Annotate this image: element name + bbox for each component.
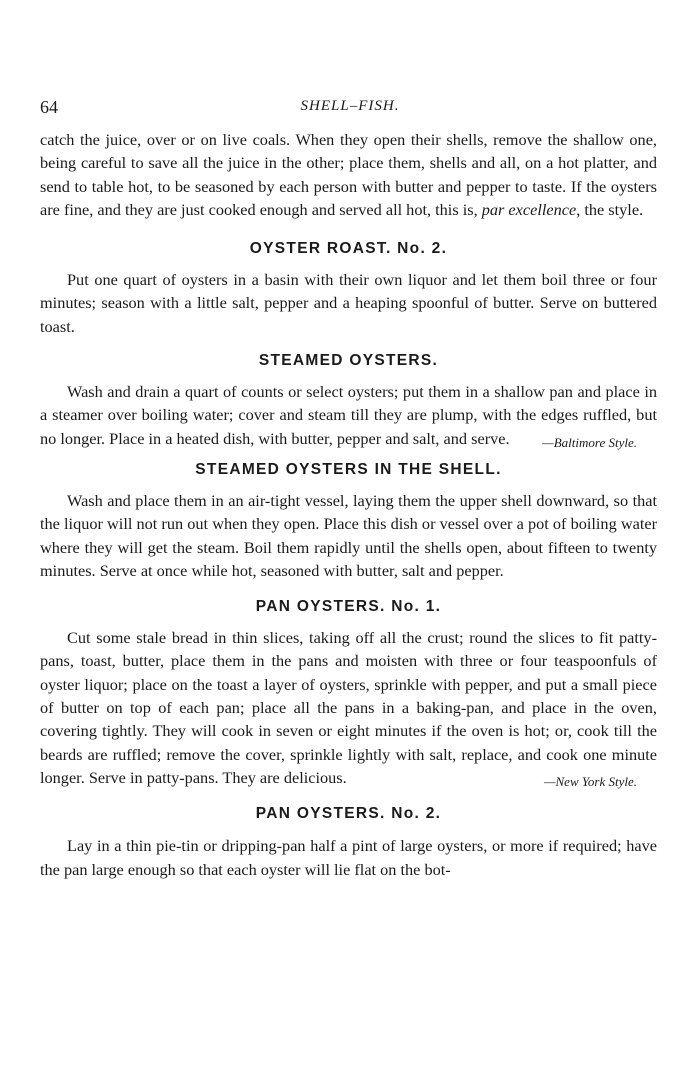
recipe-text: Wash and drain a quart of counts or select oysters; put them in a shallow pan and place in a steamer over boiling water; cover and steam till they are plump, with the edges ruffled, but no longer. Place in a heated dish, with butter, pepper and salt, and serve.: [40, 382, 657, 448]
recipe-title-steamed-oysters: STEAMED OYSTERS.: [258, 352, 439, 370]
recipe-body-steamed-oysters: [40, 380, 657, 450]
continued-paragraph: [40, 128, 657, 221]
page-header: [40, 97, 660, 123]
recipe-text: Cut some stale bread in thin slices, taking off all the crust; round the slices to fit patty-pans, toast, butter, place them in the pans and moisten with three or four teaspoonfuls of oyster liquor; place on the toast a layer of oysters, sprinkle with pepper, and put a small piece of butter on top of each pan; place all the pans in a baking-pan, and place in the oven, covering tightly. They will cook in seven or eight minutes if the oven is hot; or, cook till the beards are ruffled; remove the cover, sprinkle lightly with salt, replace, and cook one minute longer. Serve in patty-pans. They are delicious.: [40, 628, 657, 787]
recipe-body-oyster-roast-2: Put one quart of oysters in a basin with their own liquor and let them boil three or four minutes; season with a little salt, pepper and a heaping spoonful of butter. Serve on buttered toast.: [40, 270, 657, 336]
recipe-style-attribution: —Baltimore Style.: [542, 434, 637, 450]
page-content: [40, 128, 657, 881]
recipe-title-oyster-roast-2: OYSTER ROAST. No. 2.: [249, 240, 448, 258]
recipe-body-pan-oysters-2: Lay in a thin pie-tin or dripping-pan half a pint of large oysters, or more if required; have the pan large enough so that each oyster will lie flat on the bot-: [40, 836, 657, 879]
page-number: 64: [40, 97, 58, 117]
recipe-body-pan-oysters-1: [40, 626, 657, 789]
continued-text: catch the juice, over or on live coals. When they open their shells, remove the shallow one, being careful to save all the juice in the other; place them, shells and all, on a hot platter, and send to table hot, to be seasoned by each person with butter and pepper to taste. If the oysters are fine, and they are just cooked enough and served all hot, this is,: [40, 130, 657, 219]
recipe-style-attribution: —New York Style.: [543, 773, 637, 789]
recipe-title-steamed-oysters-in-shell: STEAMED OYSTERS IN THE SHELL.: [195, 460, 502, 478]
italic-phrase: par excellence: [481, 199, 577, 219]
recipe-body-steamed-oysters-in-shell: Wash and place them in an air-tight vessel, laying them the upper shell downward, so that the liquor will not run out when they open. Place this dish or vessel over a pot of boiling water where they will get the steam. Boil them rapidly until the shells open, about fifteen to twenty minutes. Serve at once while hot, seasoned with butter, salt and pepper.: [40, 490, 657, 580]
continued-text-end: , the style.: [576, 199, 644, 219]
recipe-title-pan-oysters-2: PAN OYSTERS. No. 2.: [255, 805, 442, 823]
running-title: SHELL–FISH.: [300, 98, 400, 114]
recipe-title-pan-oysters-1: PAN OYSTERS. No. 1.: [255, 598, 442, 616]
